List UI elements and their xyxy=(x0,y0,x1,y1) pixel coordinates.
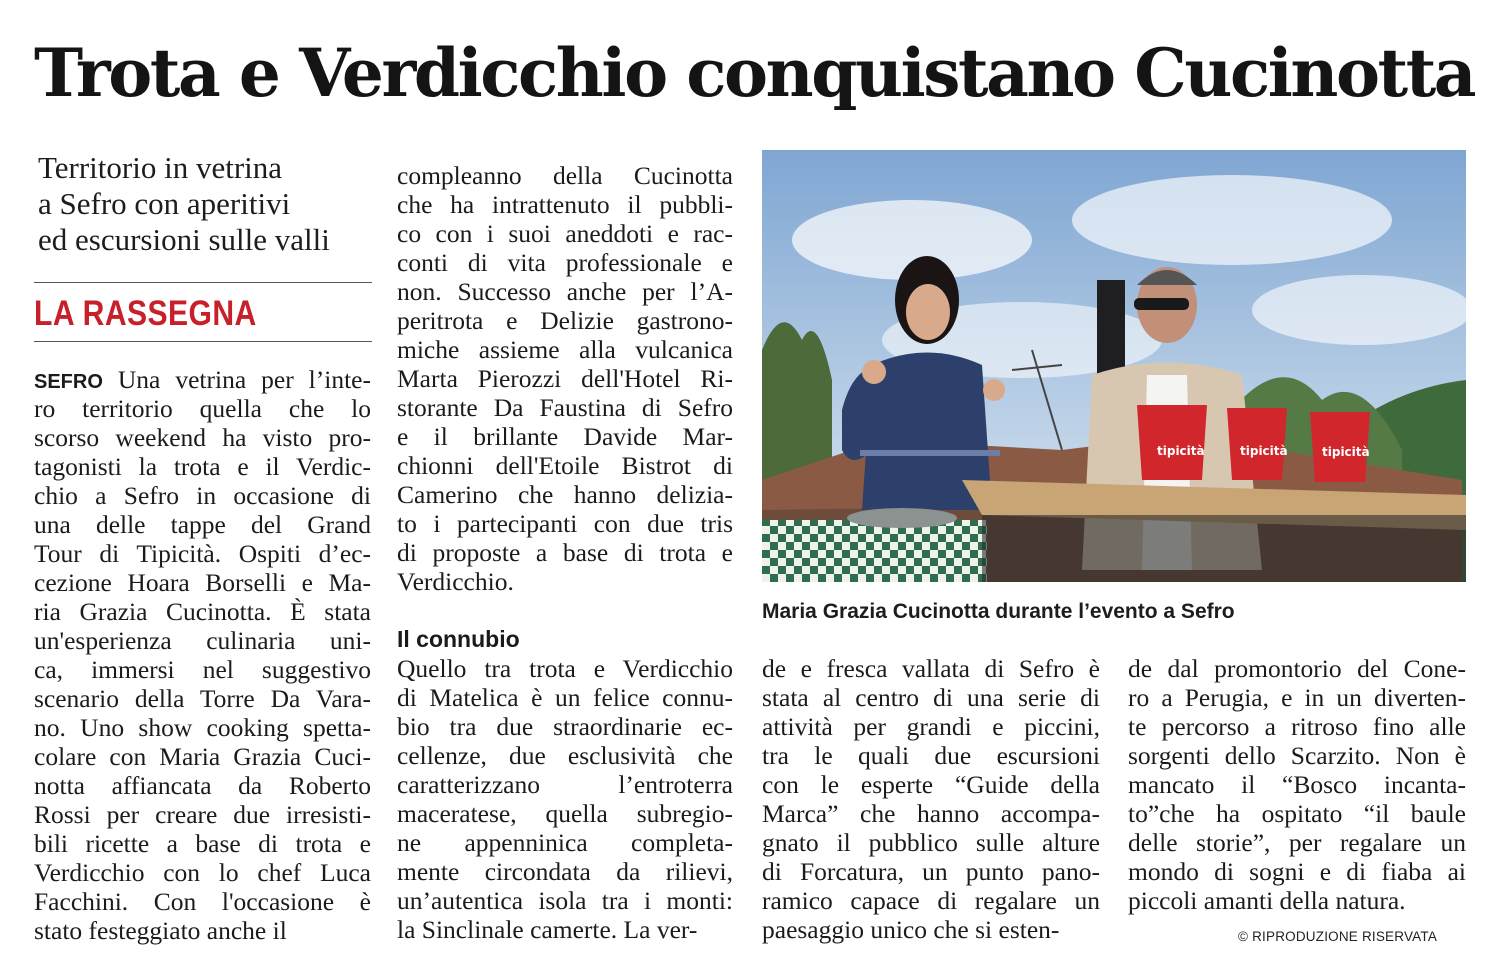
text-line: maceratese, quella subregio- xyxy=(397,799,733,828)
subheadline-line: Territorio in vetrina xyxy=(38,150,283,185)
event-photo xyxy=(762,150,1466,582)
text-line: Verdicchio con lo chef Luca xyxy=(34,858,371,887)
article-column-2-bottom xyxy=(397,654,733,944)
article-column-3 xyxy=(762,654,1100,944)
text-line: conti di vita professionale e xyxy=(397,248,733,277)
text-line: colare con Maria Grazia Cuci- xyxy=(34,742,371,771)
text-line: piccoli amanti della natura. xyxy=(1128,886,1406,915)
text-line: e il brillante Davide Mar- xyxy=(397,422,733,451)
text-line-content: Una vetrina per l’inte- xyxy=(102,365,371,394)
text-line: un'esperienza culinaria uni- xyxy=(34,626,371,655)
text-line: de dal promontorio del Cone- xyxy=(1128,654,1466,683)
photo-caption: Maria Grazia Cucinotta durante l’evento a Sefro xyxy=(762,600,1235,623)
text-line: peritrota e Delizie gastrono- xyxy=(397,306,733,335)
divider-top xyxy=(34,282,372,283)
text-line: mente circondata da rilievi, xyxy=(397,857,733,886)
text-line: notta affiancata da Roberto xyxy=(34,771,371,800)
text-line: Quello tra trota e Verdicchio xyxy=(397,654,733,683)
bucket-logo: tipicità xyxy=(1322,445,1370,459)
text-line: con le esperte “Guide della xyxy=(762,770,1100,799)
text-line xyxy=(34,365,371,394)
text-line: chionni dell'Etoile Bistrot di xyxy=(397,451,733,480)
text-line: stato festeggiato anche il xyxy=(34,916,287,945)
text-line: gnato il pubblico sulle alture xyxy=(762,828,1100,857)
subheadline-line: a Sefro con aperitivi xyxy=(38,186,291,221)
text-line: Facchini. Con l'occasione è xyxy=(34,887,371,916)
headline: Trota e Verdicchio conquistano Cucinotta xyxy=(34,34,1475,112)
text-line: bio tra due straordinarie ec- xyxy=(397,712,733,741)
copyright-notice: © RIPRODUZIONE RISERVATA xyxy=(1238,929,1438,944)
text-line: sorgenti dello Scarzito. Non è xyxy=(1128,741,1466,770)
text-line: miche assieme alla vulcanica xyxy=(397,335,733,364)
text-line: scenario della Torre Da Vara- xyxy=(34,684,371,713)
text-line: mancato il “Bosco incanta- xyxy=(1128,770,1466,799)
text-line: ro a Perugia, e in un diverten- xyxy=(1128,683,1466,712)
text-line: de e fresca vallata di Sefro è xyxy=(762,654,1100,683)
text-line: mondo di sogni e di fiaba ai xyxy=(1128,857,1466,886)
subheadline-line: ed escursioni sulle valli xyxy=(38,222,330,257)
text-line: ne appenninica completa- xyxy=(397,828,733,857)
text-line: una delle tappe del Grand xyxy=(34,510,371,539)
bucket-logo: tipicità xyxy=(1240,444,1288,458)
text-line: co con i suoi aneddoti e rac- xyxy=(397,219,733,248)
text-line: di Matelica è un felice connu- xyxy=(397,683,733,712)
text-line: compleanno della Cucinotta xyxy=(397,161,733,190)
text-line: caratterizzano l’entroterra xyxy=(397,770,733,799)
dateline: SEFRO xyxy=(34,371,103,393)
text-line: tagonisti la trota e il Verdic- xyxy=(34,452,371,481)
text-line: ro territorio quella che lo xyxy=(34,394,371,423)
bucket-logo: tipicità xyxy=(1157,444,1205,458)
text-line: ria Grazia Cucinotta. È stata xyxy=(34,597,371,626)
section-title: Il connubio xyxy=(397,626,520,652)
text-line: bili ricette a base di trota e xyxy=(34,829,371,858)
text-line: to”che ha ospitato “il baule xyxy=(1128,799,1466,828)
text-line: ca, immersi nel suggestivo xyxy=(34,655,371,684)
text-line: tra le quali due escursioni xyxy=(762,741,1100,770)
text-line: cellenze, due esclusività che xyxy=(397,741,733,770)
article-column-1 xyxy=(34,365,371,945)
text-line: no. Uno show cooking spetta- xyxy=(34,713,371,742)
text-line: delle storie”, per regalare un xyxy=(1128,828,1466,857)
text-line: di proposte a base di trota e xyxy=(397,538,733,567)
article-column-4 xyxy=(1128,654,1466,915)
text-line: Marta Pierozzi dell'Hotel Ri- xyxy=(397,364,733,393)
text-line: la Sinclinale camerte. La ver- xyxy=(397,915,698,944)
divider-bottom xyxy=(34,341,372,342)
text-line: chio a Sefro in occasione di xyxy=(34,481,371,510)
text-line: Tour di Tipicità. Ospiti d’ec- xyxy=(34,539,371,568)
text-line: te percorso a ritroso fino alle xyxy=(1128,712,1466,741)
text-line: storante Da Faustina di Sefro xyxy=(397,393,733,422)
text-line: non. Successo anche per l’A- xyxy=(397,277,733,306)
text-line: un’autentica isola tra i monti: xyxy=(397,886,733,915)
text-line: scorso weekend ha visto pro- xyxy=(34,423,371,452)
text-line: cezione Hoara Borselli e Ma- xyxy=(34,568,371,597)
text-line: che ha intrattenuto il pubbli- xyxy=(397,190,733,219)
text-line: Verdicchio. xyxy=(397,567,514,596)
section-kicker: LA RASSEGNA xyxy=(34,294,257,333)
text-line: Camerino che hanno delizia- xyxy=(397,480,733,509)
text-line: stata al centro di una serie di xyxy=(762,683,1100,712)
subheadline xyxy=(38,150,378,258)
event-photo-illustration xyxy=(762,150,1466,582)
text-line: to i partecipanti con due tris xyxy=(397,509,733,538)
text-line: ramico capace di regalare un xyxy=(762,886,1100,915)
text-line: Rossi per creare due irresisti- xyxy=(34,800,371,829)
text-line: Marca” che hanno accompa- xyxy=(762,799,1100,828)
article-column-2-top xyxy=(397,161,733,596)
text-line: attività per grandi e piccini, xyxy=(762,712,1100,741)
text-line: paesaggio unico che si esten- xyxy=(762,915,1060,944)
text-line: di Forcatura, un punto pano- xyxy=(762,857,1100,886)
